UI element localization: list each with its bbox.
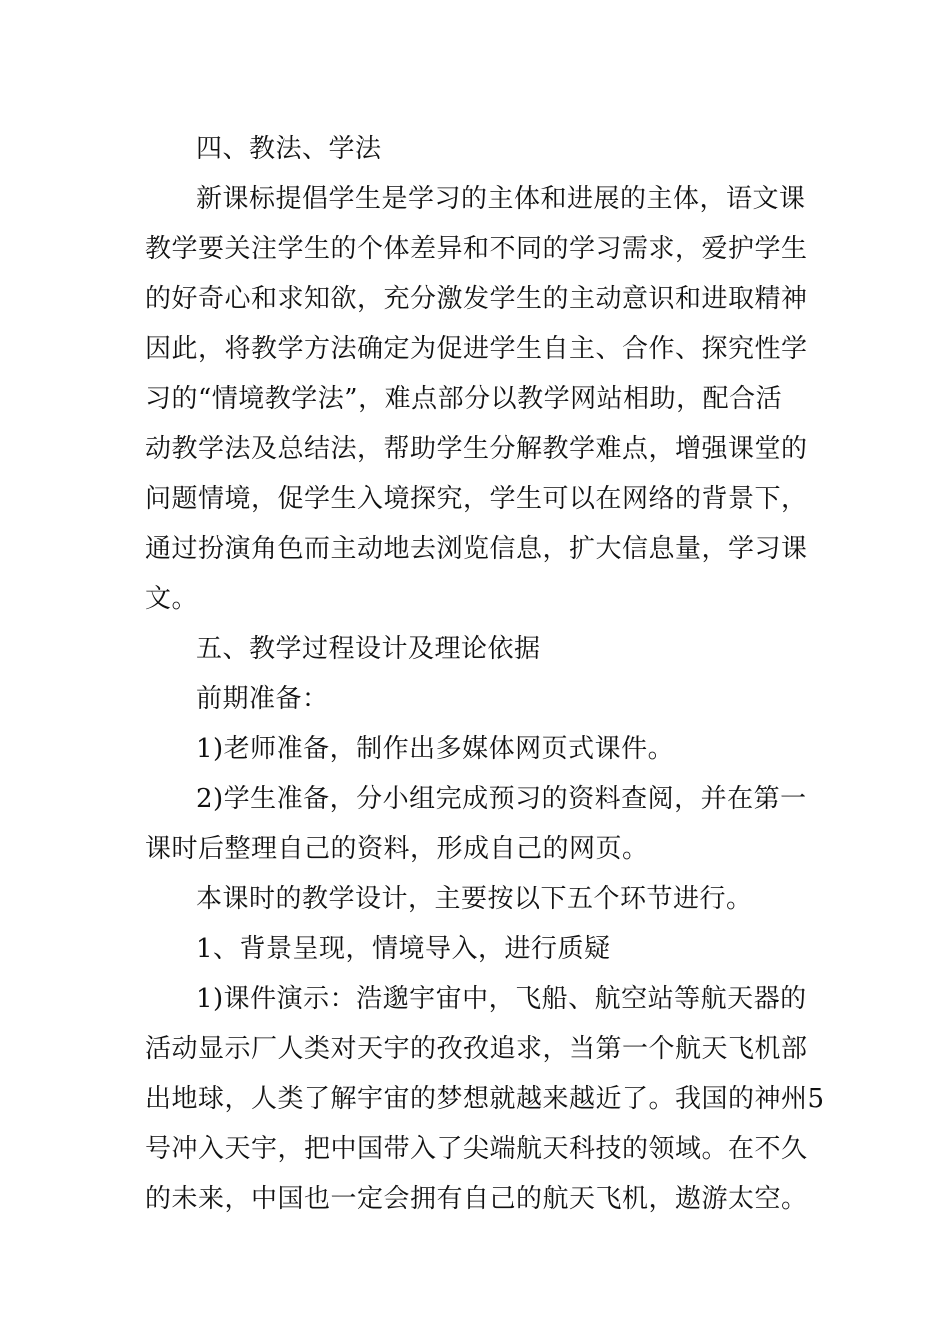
- paragraph-line: 动教学法及总结法，帮助学生分解教学难点，增强课堂的: [145, 434, 808, 464]
- paragraph-line: 活动显示厂人类对天宇的孜孜追求，当第一个航天飞机部: [145, 1034, 808, 1064]
- paragraph-line: 习的“情境教学法”，难点部分以教学网站相助，配合活: [145, 384, 783, 414]
- paragraph-line: 的未来，中国也一定会拥有自己的航天飞机，遨游太空。: [145, 1184, 808, 1214]
- paragraph-line: 教学要关注学生的个体差异和不同的学习需求，爱护学生: [145, 234, 808, 264]
- section-heading-teaching-process: 五、教学过程设计及理论依据: [196, 634, 541, 664]
- list-item-teacher-preparation: 1)老师准备，制作出多媒体网页式课件。: [196, 734, 675, 764]
- paragraph-line: 号冲入天宇，把中国带入了尖端航天科技的领域。在不久: [145, 1134, 808, 1164]
- paragraph-line: 文。: [145, 584, 199, 614]
- paragraph-line: 问题情境，促学生入境探究，学生可以在网络的背景下，: [145, 484, 808, 514]
- list-item-student-preparation: 2)学生准备，分小组完成预习的资料查阅，并在第一: [196, 784, 807, 814]
- paragraph-line: 因此，将教学方法确定为促进学生自主、合作、探究性学: [145, 334, 808, 364]
- paragraph-line: 通过扮演角色而主动地去浏览信息，扩大信息量，学习课: [145, 534, 808, 564]
- subheading-preparation: 前期准备：: [196, 684, 329, 714]
- paragraph-line: 出地球，人类了解宇宙的梦想就越来越近了。我国的神州5: [145, 1084, 825, 1114]
- paragraph-line: 新课标提倡学生是学习的主体和进展的主体，语文课: [196, 184, 806, 214]
- step-heading-background: 1、背景呈现，情境导入，进行质疑: [196, 934, 611, 964]
- paragraph-line: 课时后整理自己的资料，形成自己的网页。: [145, 834, 649, 864]
- paragraph-line: 本课时的教学设计，主要按以下五个环节进行。: [196, 884, 753, 914]
- paragraph-line: 的好奇心和求知欲，充分激发学生的主动意识和进取精神: [145, 284, 808, 314]
- list-item-courseware-demo: 1)课件演示：浩邈宇宙中，飞船、航空站等航天器的: [196, 984, 807, 1014]
- section-heading-teaching-methods: 四、教法、学法: [196, 134, 382, 164]
